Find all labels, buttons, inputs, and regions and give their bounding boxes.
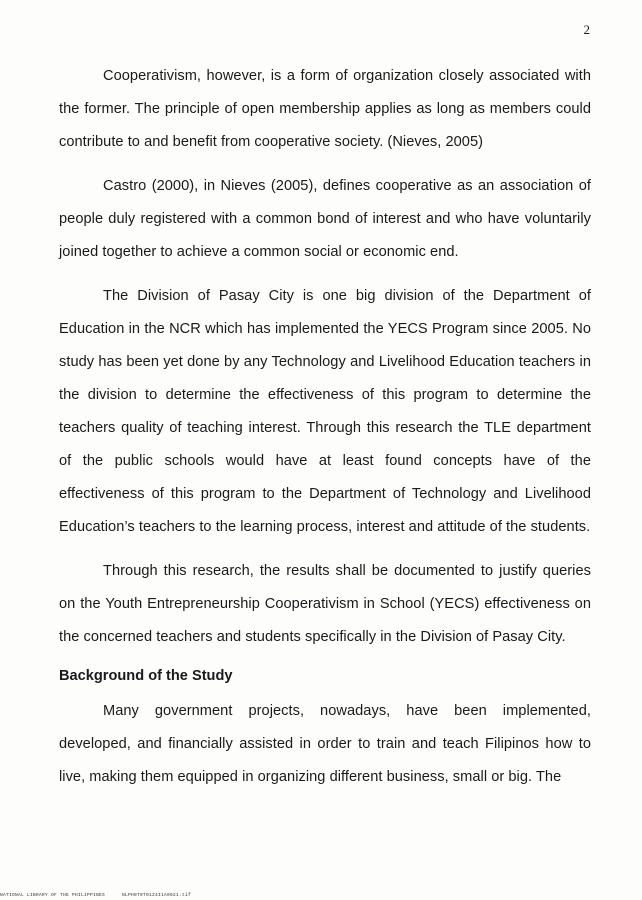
scan-footer-stamp — [0, 893, 205, 898]
paragraph-cooperativism: Cooperativism, however, is a form of organization closely associated with the former. The principle of open membership applies as long as members could contribute to and benefit from cooperative society. (Nieves, 2005) — [59, 68, 591, 150]
paragraph-research-results: Through this research, the results shall be documented to justify queries on the Youth Entrepreneurship Cooperativism in School (YECS) effectiveness on the concerned teachers and students specifically in the Division of Pasay City. — [59, 563, 591, 645]
section-heading-background: Background of the Study — [59, 668, 233, 684]
page-number: 2 — [583, 22, 590, 37]
paragraph-castro-definition: Castro (2000), in Nieves (2005), defines cooperative as an association of people duly registered with a common bond of interest and who have voluntarily joined together to achieve a common social or economic end. — [59, 178, 591, 260]
paragraph-division-pasay: The Division of Pasay City is one big division of the Department of Education in the NCR which has implemented the YECS Program since 2005. No study has been yet done by any Technology and Livelihood Education teachers in the division to determine the effectiveness of this program to determine the teachers quality of teaching interest. Through this research the TLE department of the public schools would have at least found concepts have of the effectiveness of this program to the Department of Technology and Livelihood Education’s teachers to the learning process, interest and attitude of the students. — [59, 288, 591, 535]
page-body — [59, 60, 591, 805]
footer-file-code: NLPH0T0T0124I1A0021.tif — [122, 893, 192, 898]
paragraph-background: Many government projects, nowadays, have been implemented, developed, and financially assisted in order to train and teach Filipinos how to live, making them equipped in organizing different business, small or big. The — [59, 703, 591, 785]
footer-library-name: NATIONAL LIBRARY OF THE PHILIPPINES — [0, 893, 106, 898]
